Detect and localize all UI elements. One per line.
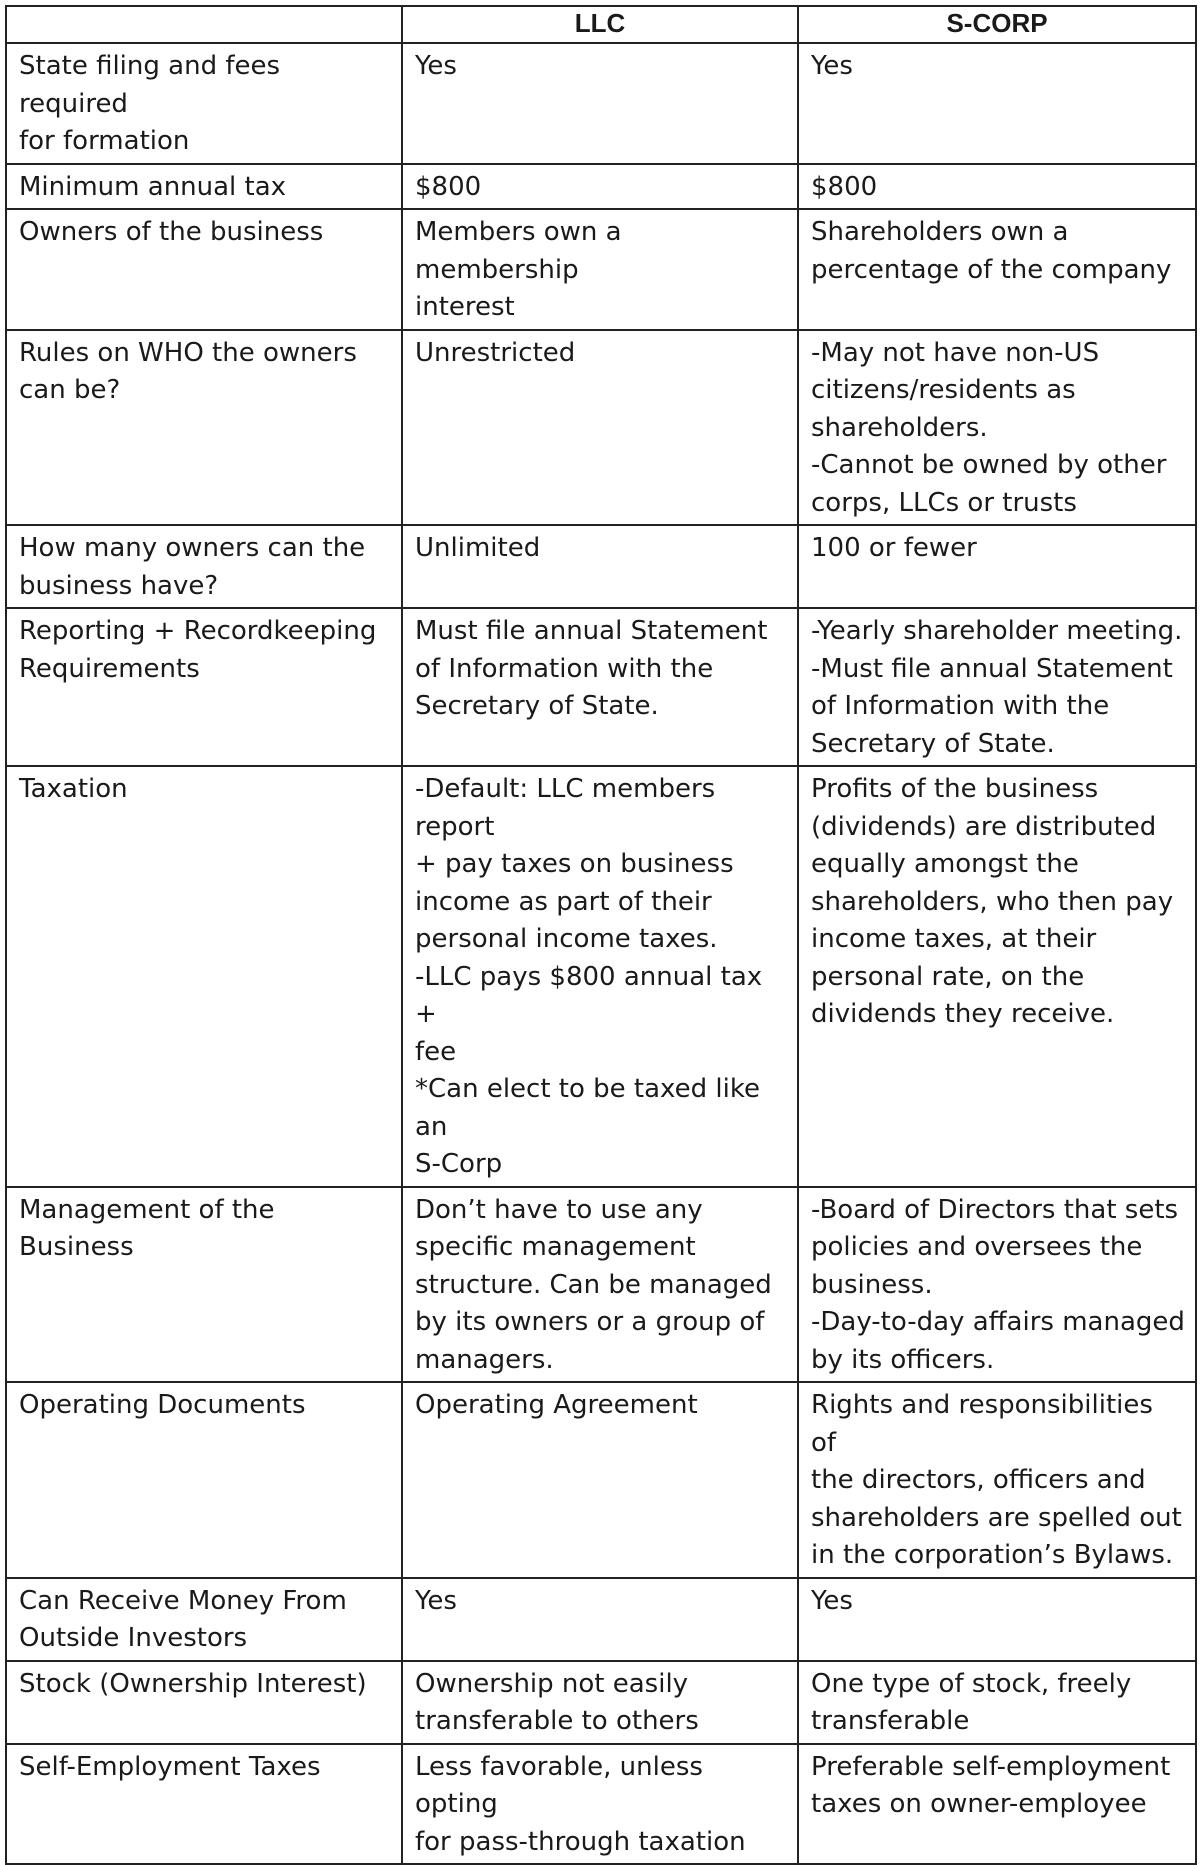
row-label: State filing and fees required for formation: [6, 43, 402, 164]
llc-cell: Ownership not easily transferable to others: [402, 1661, 798, 1744]
row-label: Can Receive Money From Outside Investors: [6, 1578, 402, 1661]
row-label: Operating Documents: [6, 1382, 402, 1578]
scorp-cell: 100 or fewer: [798, 525, 1196, 608]
scorp-cell: -May not have non-US citizens/residents as shareholders. -Cannot be owned by other corps, LLCs or trusts: [798, 330, 1196, 526]
row-label: Stock (Ownership Interest): [6, 1661, 402, 1744]
row-label: Rules on WHO the owners can be?: [6, 330, 402, 526]
table-row: [6, 164, 1196, 210]
llc-cell: Unlimited: [402, 525, 798, 608]
row-label: Taxation: [6, 766, 402, 1187]
header-blank: [6, 6, 402, 43]
llc-cell: Members own a membership interest: [402, 209, 798, 330]
row-label: Management of the Business: [6, 1187, 402, 1383]
row-label: Self-Employment Taxes: [6, 1744, 402, 1865]
row-label: Minimum annual tax: [6, 164, 402, 210]
llc-cell: Yes: [402, 43, 798, 164]
scorp-cell: -Board of Directors that sets policies and oversees the business. -Day-to-day affairs managed by its officers.: [798, 1187, 1196, 1383]
header-llc: LLC: [402, 6, 798, 43]
table-row: [6, 43, 1196, 164]
scorp-cell: One type of stock, freely transferable: [798, 1661, 1196, 1744]
scorp-cell: -Yearly shareholder meeting. -Must file annual Statement of Information with the Secretary of State.: [798, 608, 1196, 766]
llc-cell: Don’t have to use any specific management structure. Can be managed by its owners or a group of managers.: [402, 1187, 798, 1383]
table-row: [6, 1187, 1196, 1383]
llc-cell: Yes: [402, 1578, 798, 1661]
llc-cell: Less favorable, unless opting for pass-through taxation: [402, 1744, 798, 1865]
table-row: [6, 525, 1196, 608]
scorp-cell: Shareholders own a percentage of the company: [798, 209, 1196, 330]
llc-cell: $800: [402, 164, 798, 210]
comparison-table: [5, 5, 1197, 1865]
scorp-cell: Yes: [798, 43, 1196, 164]
scorp-cell: Profits of the business (dividends) are distributed equally amongst the shareholders, who then pay income taxes, at their personal rate, on the dividends they receive.: [798, 766, 1196, 1187]
table-row: [6, 209, 1196, 330]
row-label: Owners of the business: [6, 209, 402, 330]
table-row: [6, 1382, 1196, 1578]
llc-cell: Operating Agreement: [402, 1382, 798, 1578]
row-label: How many owners can the business have?: [6, 525, 402, 608]
scorp-cell: Yes: [798, 1578, 1196, 1661]
scorp-cell: Rights and responsibilities of the directors, officers and shareholders are spelled out in the corporation’s Bylaws.: [798, 1382, 1196, 1578]
llc-cell: -Default: LLC members report + pay taxes on business income as part of their personal income taxes. -LLC pays $800 annual tax + fee *Can elect to be taxed like an S-Corp: [402, 766, 798, 1187]
llc-cell: Unrestricted: [402, 330, 798, 526]
llc-cell: Must file annual Statement of Information with the Secretary of State.: [402, 608, 798, 766]
header-row: [6, 6, 1196, 43]
header-scorp: S-CORP: [798, 6, 1196, 43]
table-row: [6, 1744, 1196, 1865]
scorp-cell: $800: [798, 164, 1196, 210]
row-label: Reporting + Recordkeeping Requirements: [6, 608, 402, 766]
table-row: [6, 1661, 1196, 1744]
table-row: [6, 330, 1196, 526]
table-row: [6, 766, 1196, 1187]
table-row: [6, 608, 1196, 766]
table-row: [6, 1578, 1196, 1661]
scorp-cell: Preferable self-employment taxes on owner-employee: [798, 1744, 1196, 1865]
